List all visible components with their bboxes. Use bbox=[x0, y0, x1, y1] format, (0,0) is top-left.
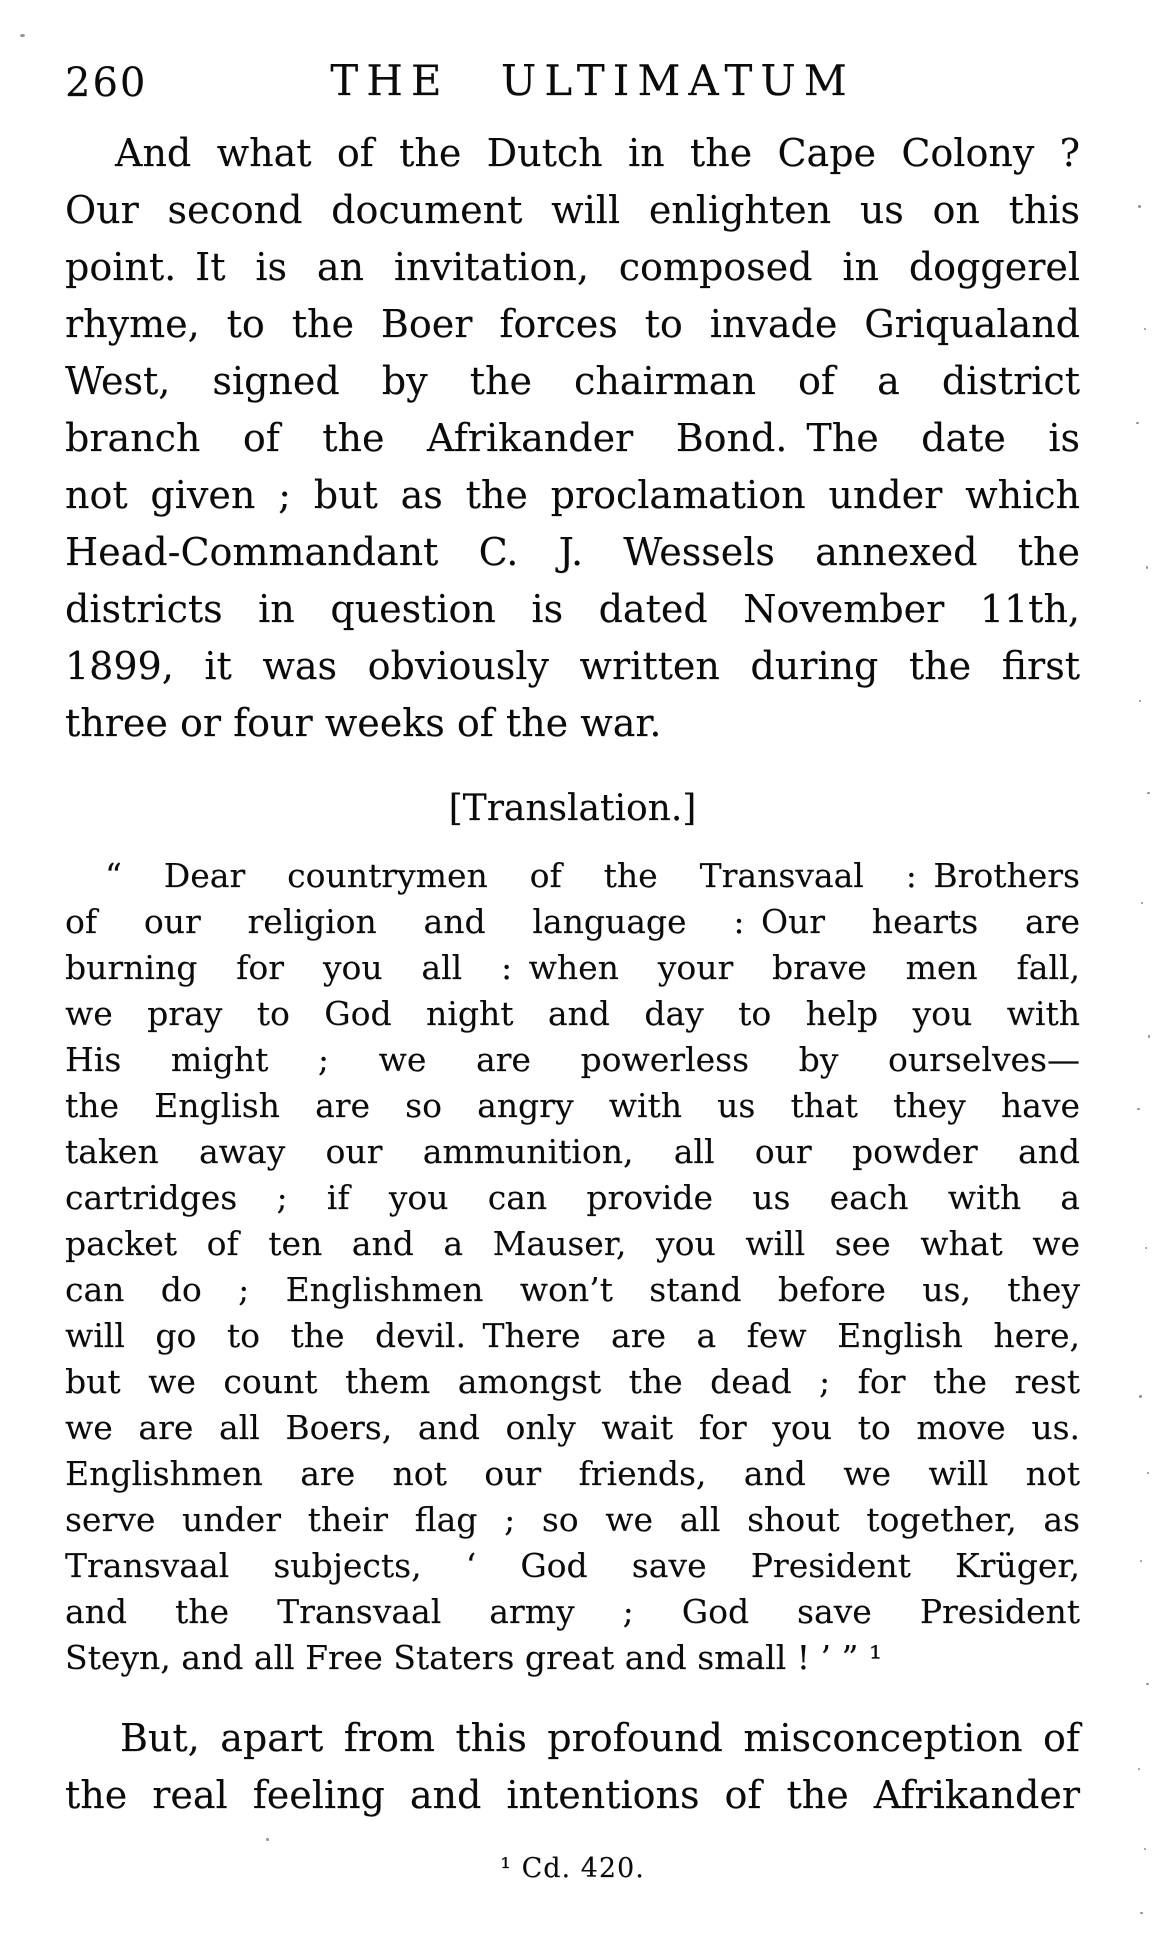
text-line: taken away our ammunition, all our powder and bbox=[65, 1132, 1080, 1171]
translation-heading: [Translation.] bbox=[448, 788, 697, 829]
footnote: ¹ Cd. 420. bbox=[500, 1853, 645, 1884]
text-line: will go to the devil. There are a few English here, bbox=[65, 1316, 1080, 1355]
text-line: of our religion and language : Our hearts are bbox=[65, 902, 1080, 941]
text-line: rhyme, to the Boer forces to invade Griqualand bbox=[65, 302, 1080, 346]
text-line: the real feeling and intentions of the Afrikander bbox=[65, 1773, 1080, 1817]
text-line: and the Transvaal army ; God save President bbox=[65, 1592, 1080, 1631]
text-line: 1899, it was obviously written during the first bbox=[65, 644, 1080, 688]
text-line: branch of the Afrikander Bond. The date is bbox=[65, 416, 1080, 460]
text-line: but we count them amongst the dead ; for the rest bbox=[65, 1362, 1080, 1401]
text-line: Transvaal subjects, ‘ God save President Krüger, bbox=[65, 1546, 1080, 1585]
text-line: Head-Commandant C. J. Wessels annexed the bbox=[65, 530, 1080, 574]
translation-quote-paragraph bbox=[65, 853, 1080, 1681]
text-line: Englishmen are not our friends, and we will not bbox=[65, 1454, 1080, 1493]
page-header bbox=[65, 56, 1080, 106]
text-line: three or four weeks of the war. bbox=[65, 701, 662, 745]
closing-paragraph bbox=[65, 1710, 1080, 1824]
text-line: districts in question is dated November 11th, bbox=[65, 587, 1080, 631]
text-line: And what of the Dutch in the Cape Colony ? bbox=[115, 131, 1080, 175]
page-number: 260 bbox=[65, 60, 148, 106]
text-line: “ Dear countrymen of the Transvaal : Brothers bbox=[105, 856, 1080, 895]
text-line: burning for you all : when your brave men fall, bbox=[65, 948, 1080, 987]
text-line: point. It is an invitation, composed in doggerel bbox=[65, 245, 1080, 289]
text-line: we pray to God night and day to help you with bbox=[65, 994, 1080, 1033]
text-line: not given ; but as the proclamation under which bbox=[65, 473, 1080, 517]
text-line: Steyn, and all Free Staters great and small ! ’ ” ¹ bbox=[65, 1638, 883, 1677]
text-line: His might ; we are powerless by ourselves— bbox=[65, 1040, 1080, 1079]
text-line: we are all Boers, and only wait for you to move us. bbox=[65, 1408, 1080, 1447]
text-line: West, signed by the chairman of a district bbox=[65, 359, 1080, 403]
text-line: But, apart from this profound misconception of bbox=[120, 1716, 1080, 1760]
text-line: cartridges ; if you can provide us each with a bbox=[65, 1178, 1080, 1217]
text-line: serve under their flag ; so we all shout together, as bbox=[65, 1500, 1080, 1539]
text-line: the English are so angry with us that they have bbox=[65, 1086, 1080, 1125]
running-title: THE ULTIMATUM bbox=[330, 56, 855, 105]
text-line: Our second document will enlighten us on this bbox=[65, 188, 1080, 232]
intro-paragraph bbox=[65, 125, 1080, 752]
text-line: can do ; Englishmen won’t stand before us, they bbox=[65, 1270, 1080, 1309]
text-line: packet of ten and a Mauser, you will see what we bbox=[65, 1224, 1080, 1263]
